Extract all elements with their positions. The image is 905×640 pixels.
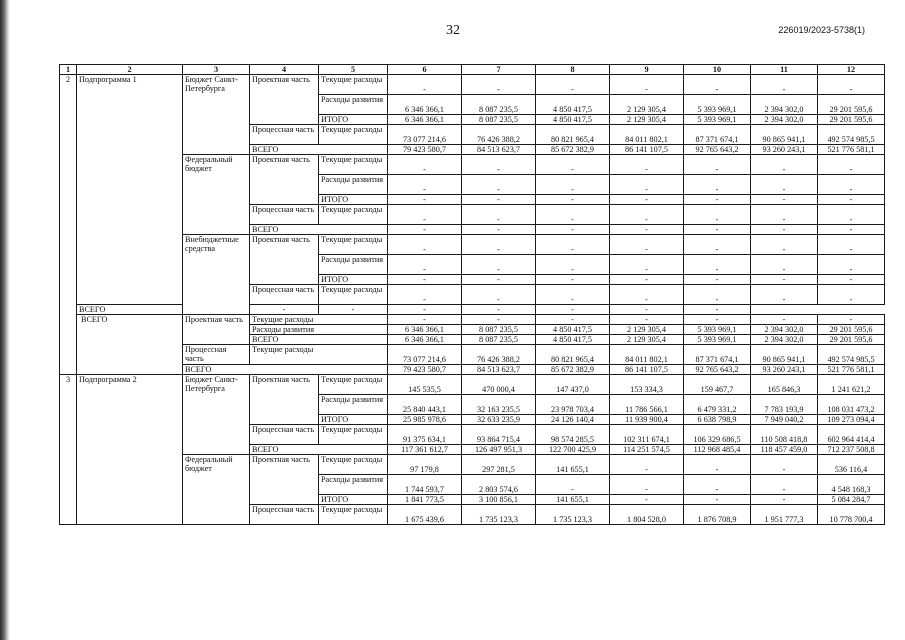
value-cell: -	[462, 175, 536, 195]
value-cell: 86 141 107,5	[610, 145, 684, 155]
value-cell: 1 804 528,0	[610, 505, 684, 525]
subprogram-cell: Подпрограмма 2	[77, 375, 183, 525]
column-header: 7	[462, 65, 536, 75]
value-cell: -	[818, 275, 885, 285]
part-cell: Процессная часть	[250, 505, 319, 525]
value-cell: 159 467,7	[684, 375, 751, 395]
value-cell: 92 765 643,2	[684, 145, 751, 155]
expense-type-cell: Расходы развития	[319, 475, 388, 495]
table-row	[60, 375, 885, 395]
value-cell: -	[684, 315, 751, 325]
value-cell: 87 371 674,1	[684, 345, 751, 365]
value-cell: -	[462, 235, 536, 255]
column-header: 3	[183, 65, 250, 75]
value-cell: 2 129 305,4	[610, 335, 684, 345]
value-cell: -	[684, 175, 751, 195]
document-id: 226019/2023-5738(1)	[778, 25, 865, 35]
value-cell: 79 423 580,7	[388, 365, 462, 375]
value-cell: -	[818, 225, 885, 235]
column-number-row	[60, 65, 885, 75]
value-cell: 10 778 700,4	[818, 505, 885, 525]
value-cell: 102 311 674,1	[610, 425, 684, 445]
value-cell: 1 876 708,9	[684, 505, 751, 525]
value-cell: 108 031 473,2	[818, 395, 885, 415]
value-cell: 25 840 443,1	[388, 395, 462, 415]
value-cell: 1 744 593,7	[388, 475, 462, 495]
value-cell: -	[536, 205, 610, 225]
value-cell: -	[462, 205, 536, 225]
value-cell: 5 393 969,1	[684, 325, 751, 335]
value-cell: -	[610, 305, 684, 315]
expense-type-cell: Текущие расходы	[319, 125, 388, 145]
column-header: 9	[610, 65, 684, 75]
value-cell: -	[610, 285, 684, 305]
value-cell: 112 968 485,4	[684, 445, 751, 455]
value-cell: -	[388, 75, 462, 95]
value-cell: -	[388, 305, 462, 315]
value-cell: 141 655,1	[536, 455, 610, 475]
total-label-cell: ВСЕГО	[250, 445, 388, 455]
value-cell: -	[319, 305, 388, 315]
table-row	[60, 155, 885, 175]
value-cell: -	[388, 315, 462, 325]
part-cell: Процессная часть	[250, 125, 319, 145]
value-cell: 147 437,0	[536, 375, 610, 395]
value-cell: 5 393 969,1	[684, 95, 751, 115]
value-cell: 8 087 235,5	[462, 115, 536, 125]
value-cell: -	[751, 75, 818, 95]
row-number-cell: 3	[60, 375, 77, 525]
table-row	[60, 315, 885, 325]
expense-type-cell: ИТОГО	[319, 275, 388, 285]
value-cell: -	[536, 155, 610, 175]
column-header: 2	[77, 65, 183, 75]
value-cell: 114 251 574,5	[610, 445, 684, 455]
total-label-cell: ВСЕГО	[250, 225, 388, 235]
budget-table	[59, 64, 885, 525]
value-cell: -	[751, 315, 818, 325]
expense-type-cell: Текущие расходы	[319, 455, 388, 475]
value-cell: 536 116,4	[818, 455, 885, 475]
value-cell: -	[684, 235, 751, 255]
value-cell: 1 675 439,6	[388, 505, 462, 525]
value-cell: -	[751, 205, 818, 225]
part-cell: Проектная часть	[250, 375, 319, 425]
part-cell: Проектная часть	[250, 155, 319, 205]
value-cell: -	[462, 155, 536, 175]
value-cell: -	[610, 225, 684, 235]
value-cell: -	[388, 195, 462, 205]
value-cell: 80 821 965,4	[536, 345, 610, 365]
value-cell: -	[536, 195, 610, 205]
value-cell: 98 574 285,5	[536, 425, 610, 445]
value-cell: -	[818, 285, 885, 305]
value-cell: 3 100 856,1	[462, 495, 536, 505]
value-cell: -	[536, 305, 610, 315]
value-cell: 84 513 623,7	[462, 145, 536, 155]
value-cell: 93 260 243,1	[751, 145, 818, 155]
value-cell: 4 850 417,5	[536, 115, 610, 125]
value-cell: 521 776 581,1	[818, 145, 885, 155]
table-row	[60, 305, 885, 315]
value-cell: 122 700 425,9	[536, 445, 610, 455]
expense-type-cell: Текущие расходы	[319, 505, 388, 525]
value-cell: 141 655,1	[536, 495, 610, 505]
value-cell: 29 201 595,6	[818, 115, 885, 125]
value-cell: -	[751, 235, 818, 255]
column-header: 6	[388, 65, 462, 75]
value-cell: -	[610, 235, 684, 255]
value-cell: 79 423 580,7	[388, 145, 462, 155]
value-cell: -	[536, 275, 610, 285]
expense-type-cell: Текущие расходы	[250, 315, 388, 325]
value-cell: -	[610, 315, 684, 325]
source-cell: Федеральный бюджет	[183, 455, 250, 525]
value-cell: 1 951 777,3	[751, 505, 818, 525]
total-label-cell: ВСЕГО	[250, 145, 388, 155]
value-cell: 6 479 331,2	[684, 395, 751, 415]
value-cell: -	[610, 475, 684, 495]
part-cell: Проектная часть	[250, 75, 319, 125]
value-cell: 126 497 951,3	[462, 445, 536, 455]
source-cell: Бюджет Санкт-Петербурга	[183, 75, 250, 155]
value-cell: -	[684, 75, 751, 95]
value-cell: -	[462, 225, 536, 235]
part-cell: Проектная часть	[250, 235, 319, 285]
value-cell: -	[684, 155, 751, 175]
value-cell: 118 457 459,0	[751, 445, 818, 455]
value-cell: -	[684, 205, 751, 225]
value-cell: 7 783 193,9	[751, 395, 818, 415]
value-cell: -	[818, 255, 885, 275]
total-label-cell: ВСЕГО	[250, 335, 388, 345]
value-cell: -	[818, 235, 885, 255]
value-cell: 2 394 302,0	[751, 95, 818, 115]
value-cell: 521 776 581,1	[818, 365, 885, 375]
value-cell: -	[818, 155, 885, 175]
table-row	[60, 365, 885, 375]
value-cell: -	[684, 195, 751, 205]
value-cell: -	[751, 275, 818, 285]
value-cell: 97 179,8	[388, 455, 462, 475]
part-cell: Проектная часть	[183, 315, 250, 345]
column-header: 11	[751, 65, 818, 75]
value-cell: 76 426 388,2	[462, 125, 536, 145]
value-cell: 85 672 382,9	[536, 145, 610, 155]
value-cell: -	[462, 305, 536, 315]
value-cell: 24 126 140,4	[536, 415, 610, 425]
value-cell: -	[536, 475, 610, 495]
value-cell: -	[610, 455, 684, 475]
value-cell: -	[610, 275, 684, 285]
value-cell: 29 201 595,6	[818, 95, 885, 115]
value-cell: -	[462, 195, 536, 205]
value-cell: 6 346 366,1	[388, 95, 462, 115]
column-header: 10	[684, 65, 751, 75]
value-cell: -	[818, 315, 885, 325]
value-cell: 25 985 978,6	[388, 415, 462, 425]
value-cell: 109 273 094,4	[818, 415, 885, 425]
row-number-cell: 2	[60, 75, 77, 375]
value-cell: -	[388, 175, 462, 195]
value-cell: -	[536, 315, 610, 325]
value-cell: -	[250, 305, 319, 315]
value-cell: 32 633 235,9	[462, 415, 536, 425]
value-cell: -	[610, 205, 684, 225]
value-cell: -	[684, 475, 751, 495]
value-cell: 93 864 715,4	[462, 425, 536, 445]
value-cell: 1 841 773,5	[388, 495, 462, 505]
table-row	[60, 455, 885, 475]
value-cell: 8 087 235,5	[462, 95, 536, 115]
value-cell: 5 393 969,1	[684, 335, 751, 345]
value-cell: 6 346 366,1	[388, 325, 462, 335]
value-cell: -	[536, 225, 610, 235]
table-row	[60, 75, 885, 95]
value-cell: -	[751, 475, 818, 495]
value-cell: 165 846,3	[751, 375, 818, 395]
value-cell: 2 394 302,0	[751, 325, 818, 335]
source-cell: Бюджет Санкт-Петербурга	[183, 375, 250, 455]
expense-type-cell: Текущие расходы	[319, 155, 388, 175]
value-cell: 110 508 418,8	[751, 425, 818, 445]
value-cell: 492 574 985,5	[818, 125, 885, 145]
value-cell: 11 939 900,4	[610, 415, 684, 425]
value-cell: 2 129 305,4	[610, 325, 684, 335]
value-cell: -	[388, 155, 462, 175]
value-cell: 2 129 305,4	[610, 95, 684, 115]
value-cell: 32 163 235,5	[462, 395, 536, 415]
part-cell: Процессная часть	[250, 205, 319, 225]
value-cell: 4 850 417,5	[536, 335, 610, 345]
value-cell: -	[751, 175, 818, 195]
value-cell: 470 000,4	[462, 375, 536, 395]
value-cell: -	[388, 285, 462, 305]
table-row	[60, 235, 885, 255]
value-cell: 29 201 595,6	[818, 335, 885, 345]
value-cell: 5 393 969,1	[684, 115, 751, 125]
value-cell: -	[610, 155, 684, 175]
expense-type-cell: Текущие расходы	[319, 425, 388, 445]
value-cell: 87 371 674,1	[684, 125, 751, 145]
value-cell: 4 850 417,5	[536, 95, 610, 115]
value-cell: 76 426 388,2	[462, 345, 536, 365]
part-cell: Процессная часть	[183, 345, 250, 365]
value-cell: -	[536, 235, 610, 255]
expense-type-cell: ИТОГО	[319, 115, 388, 125]
value-cell: -	[684, 255, 751, 275]
value-cell: -	[610, 195, 684, 205]
value-cell: -	[388, 235, 462, 255]
expense-type-cell: Текущие расходы	[319, 205, 388, 225]
value-cell: -	[462, 275, 536, 285]
scan-edge-shadow	[0, 0, 10, 640]
value-cell: -	[818, 205, 885, 225]
value-cell: -	[462, 255, 536, 275]
value-cell: -	[610, 255, 684, 275]
value-cell: -	[751, 255, 818, 275]
value-cell: -	[751, 455, 818, 475]
expense-type-cell: Расходы развития	[319, 175, 388, 195]
expense-type-cell: ИТОГО	[319, 415, 388, 425]
value-cell: 8 087 235,5	[462, 335, 536, 345]
value-cell: 23 978 703,4	[536, 395, 610, 415]
value-cell: 6 346 366,1	[388, 115, 462, 125]
value-cell: -	[684, 285, 751, 305]
expense-type-cell: Текущие расходы	[319, 375, 388, 395]
value-cell: -	[610, 175, 684, 195]
value-cell: 93 260 243,1	[751, 365, 818, 375]
expense-type-cell: Расходы развития	[319, 395, 388, 415]
value-cell: 11 786 566,1	[610, 395, 684, 415]
value-cell: 1 241 621,2	[818, 375, 885, 395]
part-cell: Процессная часть	[250, 425, 319, 445]
part-cell: Проектная часть	[250, 455, 319, 505]
part-cell: Процессная часть	[250, 285, 319, 305]
expense-type-cell: Текущие расходы	[319, 75, 388, 95]
value-cell: 6 638 798,9	[684, 415, 751, 425]
value-cell: -	[610, 75, 684, 95]
value-cell: 712 237 508,8	[818, 445, 885, 455]
value-cell: 90 865 941,1	[751, 125, 818, 145]
column-header: 4	[250, 65, 319, 75]
value-cell: -	[818, 175, 885, 195]
value-cell: -	[751, 155, 818, 175]
total-cell: ВСЕГО	[77, 315, 183, 375]
value-cell: 1 735 123,3	[536, 505, 610, 525]
value-cell: 106 329 686,5	[684, 425, 751, 445]
source-cell: Внебюджетные средства	[183, 235, 250, 315]
value-cell: -	[610, 495, 684, 505]
value-cell: -	[536, 255, 610, 275]
value-cell: -	[388, 275, 462, 285]
value-cell: 80 821 965,4	[536, 125, 610, 145]
value-cell: 4 850 417,5	[536, 325, 610, 335]
expense-type-cell: ИТОГО	[319, 495, 388, 505]
value-cell: 145 535,5	[388, 375, 462, 395]
value-cell: 92 765 643,2	[684, 365, 751, 375]
expense-type-cell: Расходы развития	[250, 325, 388, 335]
value-cell: -	[818, 75, 885, 95]
value-cell: 492 574 985,5	[818, 345, 885, 365]
value-cell: -	[684, 495, 751, 505]
value-cell: 84 011 802,1	[610, 345, 684, 365]
value-cell: -	[751, 495, 818, 505]
value-cell: 86 141 107,5	[610, 365, 684, 375]
value-cell: 91 375 634,1	[388, 425, 462, 445]
expense-type-cell: Текущие расходы	[319, 235, 388, 255]
value-cell: -	[751, 195, 818, 205]
expense-type-cell: Расходы развития	[319, 255, 388, 275]
value-cell: -	[388, 225, 462, 235]
value-cell: -	[536, 175, 610, 195]
value-cell: 85 672 382,9	[536, 365, 610, 375]
value-cell: 8 087 235,5	[462, 325, 536, 335]
value-cell: -	[684, 275, 751, 285]
total-label-cell: ВСЕГО	[77, 305, 250, 315]
value-cell: 73 077 214,6	[388, 345, 462, 365]
value-cell: -	[462, 315, 536, 325]
table-row	[60, 345, 885, 365]
value-cell: -	[462, 285, 536, 305]
value-cell: 90 865 941,1	[751, 345, 818, 365]
value-cell: 2 394 302,0	[751, 115, 818, 125]
expense-type-cell: Текущие расходы	[250, 345, 388, 365]
value-cell: 2 394 302,0	[751, 335, 818, 345]
value-cell: -	[684, 225, 751, 235]
value-cell: -	[751, 225, 818, 235]
total-label-cell: ВСЕГО	[183, 365, 388, 375]
expense-type-cell: Текущие расходы	[319, 285, 388, 305]
subprogram-cell: Подпрограмма 1	[77, 75, 183, 305]
value-cell: -	[388, 255, 462, 275]
value-cell: 6 346 366,1	[388, 335, 462, 345]
value-cell: 117 361 612,7	[388, 445, 462, 455]
column-header: 5	[319, 65, 388, 75]
value-cell: 4 548 168,3	[818, 475, 885, 495]
value-cell: 84 513 623,7	[462, 365, 536, 375]
value-cell: 297 281,5	[462, 455, 536, 475]
value-cell: -	[684, 455, 751, 475]
value-cell: -	[684, 305, 751, 315]
value-cell: -	[536, 285, 610, 305]
value-cell: 153 334,3	[610, 375, 684, 395]
page-number: 32	[446, 23, 460, 38]
value-cell: 73 077 214,6	[388, 125, 462, 145]
value-cell: -	[751, 285, 818, 305]
column-header: 8	[536, 65, 610, 75]
value-cell: -	[462, 75, 536, 95]
expense-type-cell: ИТОГО	[319, 195, 388, 205]
column-header: 1	[60, 65, 77, 75]
value-cell: -	[536, 75, 610, 95]
value-cell: 84 011 802,1	[610, 125, 684, 145]
value-cell: 29 201 595,6	[818, 325, 885, 335]
value-cell: 7 949 040,2	[751, 415, 818, 425]
value-cell: 2 129 305,4	[610, 115, 684, 125]
value-cell: 2 803 574,6	[462, 475, 536, 495]
source-cell: Федеральный бюджет	[183, 155, 250, 235]
value-cell: 5 084 284,7	[818, 495, 885, 505]
value-cell: -	[388, 205, 462, 225]
value-cell: -	[818, 195, 885, 205]
expense-type-cell: Расходы развития	[319, 95, 388, 115]
value-cell: 1 735 123,3	[462, 505, 536, 525]
value-cell: 602 964 414,4	[818, 425, 885, 445]
column-header: 12	[818, 65, 885, 75]
